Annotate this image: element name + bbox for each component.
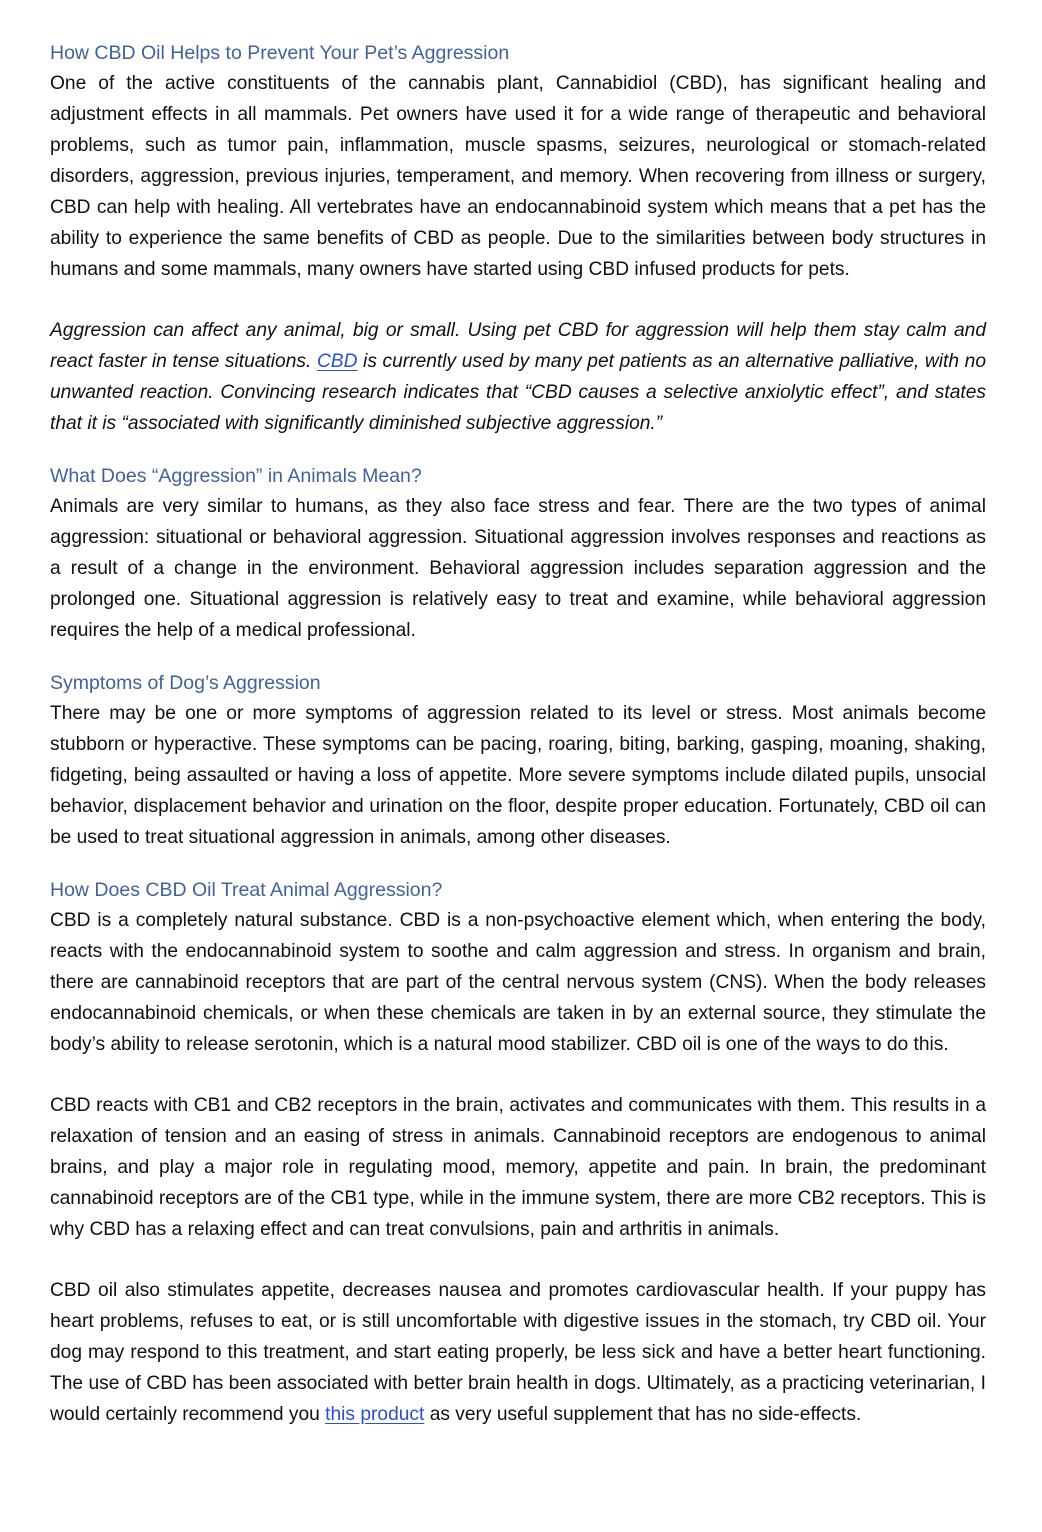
section-gap [50,646,986,668]
paragraph-aggression-italic [50,315,986,439]
paragraph-cbd-intro: One of the active constituents of the cannabis plant, Cannabidiol (CBD), has significant healing and adjustment effects in all mammals. Pet owners have used it for a wide range of therapeutic and behavioral problems, such as tumor pain, inflammation, muscle spasms, seizures, neurological or stomach-related disorders, aggression, previous injuries, temperament, and memory. When recovering from illness or surgery, CBD can help with healing. All vertebrates have an endocannabinoid system which means that a pet has the ability to experience the same benefits of CBD as people. Due to the similarities between body structures in humans and some mammals, many owners have started using CBD infused products for pets. [50,73,986,280]
section-heading-aggression-meaning: What Does “Aggression” in Animals Mean? [50,465,422,487]
text-span: CBD oil also stimulates appetite, decreases nausea and promotes cardiovascular health. If your puppy has heart problems, refuses to eat, or is still uncomfortable with digestive issues in the stomach, try CBD oil. Your dog may respond to this treatment, and start eating properly, be less sick and have a better heart functioning. The use of CBD has been associated with better brain health in dogs. Ultimately, as a practicing veterinarian, I would certainly recommend you [50,1280,986,1425]
section-heading-pet-aggression: How CBD Oil Helps to Prevent Your Pet’s Aggression [50,42,510,64]
paragraph-treatment-natural: CBD is a completely natural substance. CBD is a non-psychoactive element which, when entering the body, reacts with the endocannabinoid system to soothe and calm aggression and stress. In organism and brain, there are cannabinoid receptors that are part of the central nervous system (CNS). When the body releases endocannabinoid chemicals, or when these chemicals are taken in by an external source, they stimulate the body’s ability to release serotonin, which is a natural mood stabilizer. CBD oil is one of the ways to do this. [50,910,986,1055]
product-link[interactable]: this product [325,1404,425,1425]
text-span: is currently used by many pet patients as an alternative palliative, with no unwanted reaction. Convincing research indicates that “CBD causes a selective anxiolytic effect”, and states that it is “associated with significantly diminished subjective aggression.” [50,351,986,434]
paragraph-gap [50,1245,986,1275]
paragraph-gap [50,1060,986,1090]
section-heading-treatment: How Does CBD Oil Treat Animal Aggression? [50,879,443,901]
paragraph-receptors: CBD reacts with CB1 and CB2 receptors in the brain, activates and communicates with them. This results in a relaxation of tension and an easing of stress in animals. Cannabinoid receptors are endogenous to animal brains, and play a major role in regulating mood, memory, appetite and pain. In brain, the predominant cannabinoid receptors are of the CB1 type, while in the immune system, there are more CB2 receptors. This is why CBD has a relaxing effect and can treat convulsions, pain and arthritis in animals. [50,1095,987,1240]
section-gap [50,439,986,461]
paragraph-aggression-types: Animals are very similar to humans, as they also face stress and fear. There are the two types of animal aggression: situational or behavioral aggression. Situational aggression involves responses and reactions as a result of a change in the environment. Behavioral aggression includes separation aggression and the prolonged one. Situational aggression is relatively easy to treat and examine, while behavioral aggression requires the help of a medical professional. [50,496,986,641]
paragraph-gap [50,285,986,315]
section-heading-symptoms: Symptoms of Dog’s Aggression [50,672,321,694]
section-gap [50,853,986,875]
text-span: Aggression can affect any animal, big or small. Using pet CBD for aggression will help them stay calm and react faster in tense situations. [50,320,986,372]
text-span: as very useful supplement that has no side-effects. [424,1404,862,1425]
paragraph-symptoms: There may be one or more symptoms of aggression related to its level or stress. Most animals become stubborn or hyperactive. These symptoms can be pacing, roaring, biting, barking, gasping, moaning, shaking, fidgeting, being assaulted or having a loss of appetite. More severe symptoms include dilated pupils, unsocial behavior, displacement behavior and urination on the floor, despite proper education. Fortunately, CBD oil can be used to treat situational aggression in animals, among other diseases. [50,703,986,848]
cbd-link[interactable]: CBD [316,351,358,372]
paragraph-recommendation [50,1275,986,1430]
article [50,38,986,1430]
